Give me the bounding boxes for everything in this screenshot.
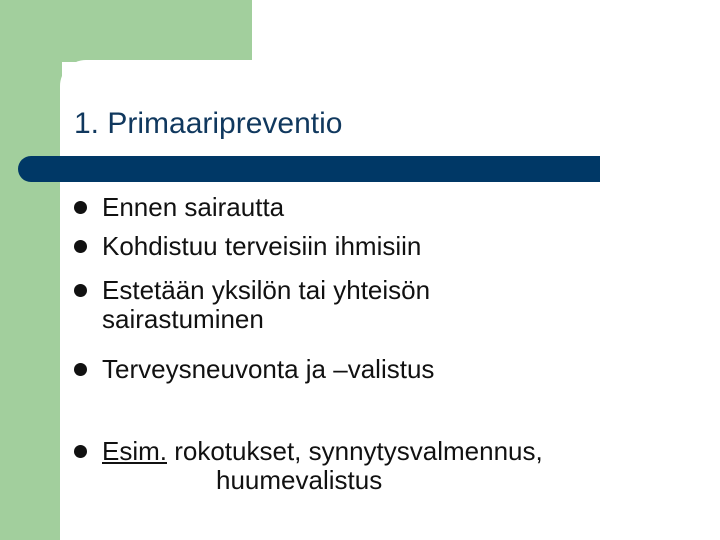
bullet-dot-icon (74, 240, 87, 253)
bullet-text: Ennen sairautta (102, 192, 285, 222)
bullet-dot-icon (74, 284, 87, 297)
bullet-item (74, 232, 704, 261)
example-text: rokotukset, synnytysvalmennus, (167, 436, 543, 466)
bullet-text-line1: Estetään yksilön tai yhteisön (102, 275, 431, 305)
example-label: Esim. (102, 436, 167, 466)
bullet-text-line1 (102, 437, 704, 466)
bullet-item (74, 276, 704, 334)
bullet-item (74, 355, 704, 384)
bullet-text-line2: sairastuminen (102, 304, 264, 334)
bullet-dot-icon (74, 445, 87, 458)
bullet-item (74, 437, 704, 495)
bullet-item (74, 193, 704, 222)
bullet-text-line2: huumevalistus (216, 465, 383, 495)
bullet-text: Terveysneuvonta ja –valistus (102, 354, 435, 384)
bullet-dot-icon (74, 201, 87, 214)
bullet-dot-icon (74, 363, 87, 376)
bullet-text: Kohdistuu terveisiin ihmisiin (102, 231, 422, 261)
slide-title: 1. Primaaripreventio (74, 107, 343, 140)
